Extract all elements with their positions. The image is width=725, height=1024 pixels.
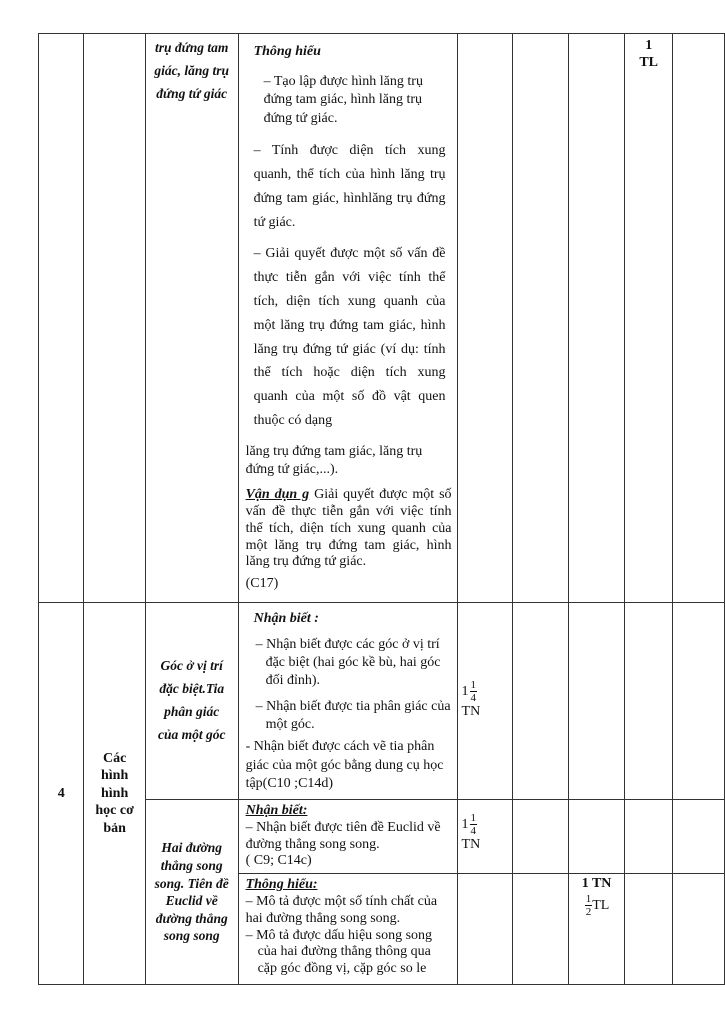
cell-count-vdc (625, 800, 673, 874)
cell-count-vdc (625, 874, 673, 985)
cell-topic (145, 603, 238, 800)
requirement-item: – Nhận biết được các góc ở vị trí đặc biệt (hai góc kề bù, hai góc đối đỉnh). (255, 636, 441, 688)
chapter-name: Các hình hình học cơ bản (95, 750, 134, 836)
count-tn: 1 TN (581, 876, 612, 892)
fraction (470, 812, 478, 837)
cell-count-vdc (625, 34, 673, 603)
chapter-number: 4 (57, 785, 65, 801)
fraction-denominator: 4 (470, 692, 477, 705)
count-whole: 1 (461, 816, 469, 832)
requirement-item: – Mô tả được dấu hiệu song song của hai đường thẳng thông qua cặp góc đồng vị, cặp góc so le (245, 927, 433, 977)
question-ref: (C17) (245, 576, 279, 592)
requirement-item: – Nhận biết được tiên đề Euclid về đường thẳng song song. (245, 819, 441, 852)
cell-chapter (84, 603, 145, 985)
cell-count-vd (568, 800, 624, 874)
requirement-item: – Tạo lập được hình lăng trụ đứng tam giác, hình lăng trụ đứng tứ giác. (263, 73, 423, 127)
cell-count-nb (457, 800, 513, 874)
requirement-item: – Tính được diện tích xung quanh, thể tích của hình lăng trụ đứng tam giác, hìnhlăng trụ đứng tứ giác. (253, 143, 446, 230)
cell-requirements (238, 874, 457, 985)
fraction-numerator: 1 (585, 892, 592, 905)
cell-requirements (238, 603, 457, 800)
requirement-item: – Mô tả được một số tính chất của hai đường thẳng song song. (245, 893, 438, 926)
count-mixed (569, 893, 624, 918)
level-label: Nhận biết: (245, 803, 308, 818)
cell-count-nb (457, 603, 513, 800)
level-label: Nhận biết : (253, 611, 319, 626)
fraction-denominator: 2 (585, 906, 592, 919)
cell-count-nb (457, 874, 513, 985)
count-type: TL (639, 54, 659, 70)
cell-extra (673, 800, 725, 874)
cell-topic (145, 34, 238, 603)
requirement-item: – Nhận biết được tia phân giác của một góc. (255, 699, 451, 733)
cell-count-vd (568, 34, 624, 603)
cell-count-th (513, 34, 569, 603)
question-ref: ( C9; C14c) (245, 853, 312, 869)
fraction-denominator: 4 (470, 825, 477, 838)
count-mixed (462, 679, 513, 704)
matrix-table (38, 33, 725, 985)
count-type: TN (461, 837, 481, 853)
level-label: Thông hiểu: (245, 877, 318, 893)
topic-text: trụ đứng tam giác, lăng trụ đứng tứ giác (154, 40, 230, 101)
requirement-item: lăng trụ đứng tam giác, lăng trụ đứng tứ giác,...). (245, 443, 423, 477)
count-type: TN (461, 704, 481, 720)
cell-requirements (238, 34, 457, 603)
cell-count-vd (568, 603, 624, 800)
vandung-text: Giải quyết được một số vấn đề thực tiễn gắn với việc tính thể tích, diện tích xung quanh của một lăng trụ đứng tam giác, hình lăng trụ đứng tứ giác. (245, 487, 452, 570)
fraction-numerator: 1 (470, 812, 477, 824)
cell-chapter (84, 34, 145, 603)
cell-number (39, 34, 84, 603)
cell-count-th (513, 603, 569, 800)
count-number: 1 (645, 38, 653, 53)
level-label: Thông hiểu (253, 44, 321, 59)
fraction (470, 679, 478, 704)
topic-text: Hai đường thẳng song song. Tiên đề Euclid về đường thẳng song song (154, 840, 229, 944)
requirement-item: - Nhận biết được cách vẽ tia phân giác của một góc bằng dung cụ học tập(C10 ;C14d) (245, 739, 444, 791)
topic-text: Góc ở vị trí đặc biệt.Tia phân giác của một góc (157, 658, 226, 742)
cell-count-vd (568, 874, 624, 985)
cell-count-th (513, 874, 569, 985)
cell-count-vdc (625, 603, 673, 800)
count-mixed (462, 812, 513, 837)
fraction-numerator: 1 (470, 679, 477, 691)
cell-extra (673, 603, 725, 800)
requirement-item (246, 487, 452, 571)
requirement-item: – Giải quyết được một số vấn đề thực tiễn gắn với việc tính thể tích, diện tích xung quanh của một lăng trụ đứng tam giác, hình lăng trụ đứng tứ giác (ví dụ: tính thể tích hoặc diện tích xung quanh của một số đồ vật quen thuộc có dạng (253, 246, 446, 428)
table-row (39, 603, 725, 800)
cell-extra (673, 874, 725, 985)
cell-topic (145, 800, 238, 985)
count-whole: 1 (461, 683, 469, 699)
cell-number (39, 603, 84, 985)
cell-count-th (513, 800, 569, 874)
cell-requirements (238, 800, 457, 874)
count-type: TL (592, 897, 610, 913)
cell-count-nb (457, 34, 513, 603)
cell-extra (673, 34, 725, 603)
table-row (39, 34, 725, 603)
level-label: Vận dụn g (245, 487, 310, 503)
